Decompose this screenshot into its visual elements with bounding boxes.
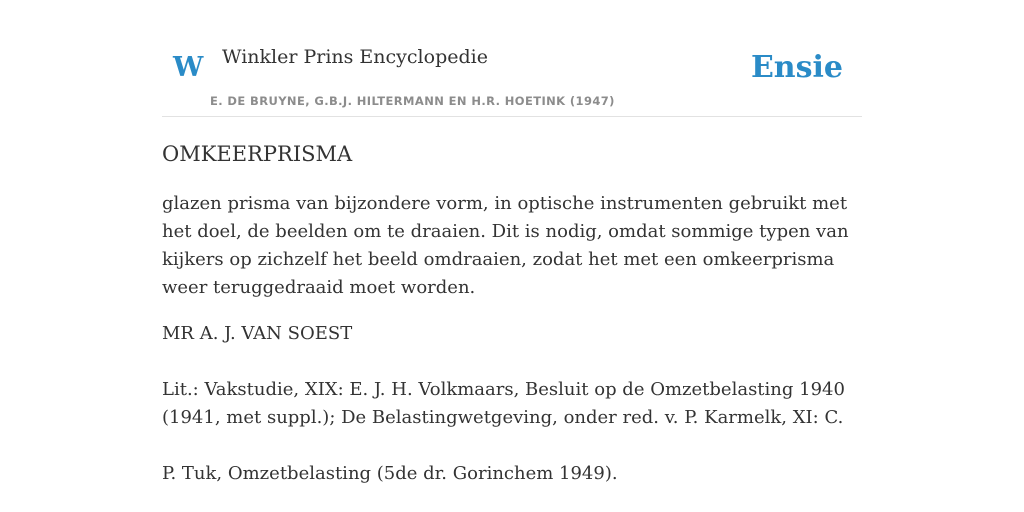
entry-author: MR A. J. VAN SOEST: [162, 323, 353, 344]
entry-literature: Lit.: Vakstudie, XIX: E. J. H. Volkmaars, Besluit op de Omzetbelasting 1940 (1941, met suppl.); De Belastingwetgeving, onder red. v. P. Karmelk, XI: C.: [162, 379, 845, 428]
article: [162, 138, 862, 488]
entry-title: OMKEERPRISMA: [162, 142, 353, 166]
header: [162, 36, 862, 117]
logo-icon[interactable]: W: [173, 52, 204, 83]
entry-literature-continued: P. Tuk, Omzetbelasting (5de dr. Gorinchem 1949).: [162, 463, 618, 484]
brand-logo[interactable]: Ensie: [750, 50, 843, 85]
book-authors: E. DE BRUYNE, G.B.J. HILTERMANN EN H.R. HOETINK (1947): [210, 94, 615, 108]
book-title-link[interactable]: Winkler Prins Encyclopedie: [222, 46, 488, 68]
entry-definition: glazen prisma van bijzondere vorm, in optische instrumenten gebruikt met het doel, de beelden om te draaien. Dit is nodig, omdat sommige typen van kijkers op zichzelf het beeld omdraaien, zodat het met een omkeerprisma weer teruggedraaid moet worden.: [162, 193, 849, 298]
